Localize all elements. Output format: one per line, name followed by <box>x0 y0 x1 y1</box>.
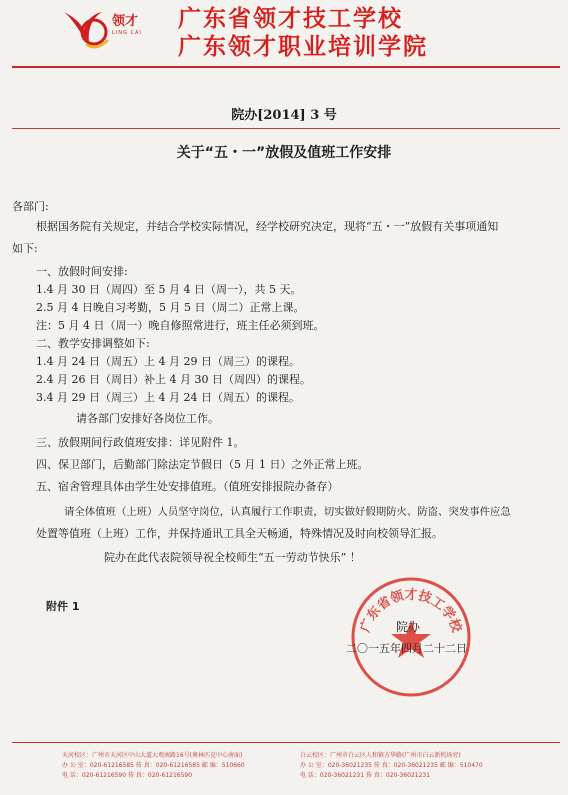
section1-item1: 1.4 月 30 日（周四）至 5 月 4 日（周一），共 5 天。 <box>36 283 302 296</box>
footer-right-office: 办 公 室：020-36021235 传 真：020-36021235 邮 编：510470 <box>300 762 483 769</box>
header-divider <box>12 66 560 68</box>
section3: 三、放假期间行政值班安排：详见附件 1。 <box>36 436 245 449</box>
section5: 五、宿舍管理具体由学生处安排值班。（值班安排报院办备存） <box>36 480 339 493</box>
school-name-line2: 广东领才职业培训学院 <box>178 34 428 60</box>
section1-item2: 2.5 月 4 日晚自习考勤，5 月 5 日（周二）正常上课。 <box>36 301 305 314</box>
footer-divider <box>12 742 560 743</box>
document-title: 关于“五・一”放假及值班工作安排 <box>176 145 392 161</box>
closing-paragraph-line2: 处置等值班（上班）工作，并保持通讯工具全天畅通，特殊情况及时向校领导汇报。 <box>36 527 443 540</box>
official-seal-icon <box>346 572 476 702</box>
footer-left-address: 天河校区：广州市天河区中山大道大观南路16号(奥林匹克中心南面) <box>62 752 243 759</box>
intro-line1: 根据国务院有关规定，并结合学校实际情况，经学校研究决定，现将“五・一”放假有关事项通知 <box>36 220 499 233</box>
greeting-line: 院办在此代表院领导祝全校师生“五一劳动节快乐” ！ <box>104 551 361 564</box>
seal-text: 广东省领才技工学校 <box>358 588 464 635</box>
attachment-label: 附件 1 <box>46 600 80 613</box>
intro-line2: 如下: <box>12 242 38 255</box>
footer-right-address: 白云校区：广州市白云区人和镇方华路(广州市白云新机场旁) <box>300 752 461 759</box>
logo-text: 领才 <box>112 14 139 29</box>
logo-subtext: LING CAI <box>112 30 142 36</box>
school-name-line1: 广东省领才技工学校 <box>178 6 403 32</box>
section1-note: 注：5 月 4 日（周一）晚自修照常进行，班主任必须到班。 <box>36 319 325 332</box>
footer-right-phone: 电 话：020-36021231 传 真：020-36021231 <box>300 772 431 779</box>
title-divider <box>12 128 560 129</box>
section2-heading: 二、教学安排调整如下: <box>36 337 150 350</box>
section2-item2: 2.4 月 26 日（周日）补上 4 月 30 日（周四）的课程。 <box>36 373 311 386</box>
salutation: 各部门: <box>12 200 49 213</box>
section4: 四、保卫部门，后勤部门除法定节假日（5 月 1 日）之外正常上班。 <box>36 458 369 471</box>
section2-item3: 3.4 月 29 日（周三）上 4 月 24 日（周五）的课程。 <box>36 391 300 404</box>
signature-date: 二〇一五年四月二十二日 <box>346 642 467 655</box>
document-number: 院办[2014] 3 号 <box>231 108 337 123</box>
footer-left-office: 办 公 室：020-61216585 传 真：020-61216585 邮 编：510660 <box>62 762 245 769</box>
section1-heading: 一、放假时间安排: <box>36 265 128 278</box>
footer-left-phone: 电 话：020-61216590 传 真：020-61216590 <box>62 772 193 779</box>
section2-item1: 1.4 月 24 日（周五）上 4 月 29 日（周三）的课程。 <box>36 355 300 368</box>
signature-department: 院办 <box>396 620 421 634</box>
section2-tail: 请各部门安排好各岗位工作。 <box>76 412 219 425</box>
closing-paragraph-line1: 请全体值班（上班）人员坚守岗位，认真履行工作职责，切实做好假期防火、防盗、突发事件应急 <box>64 506 511 518</box>
